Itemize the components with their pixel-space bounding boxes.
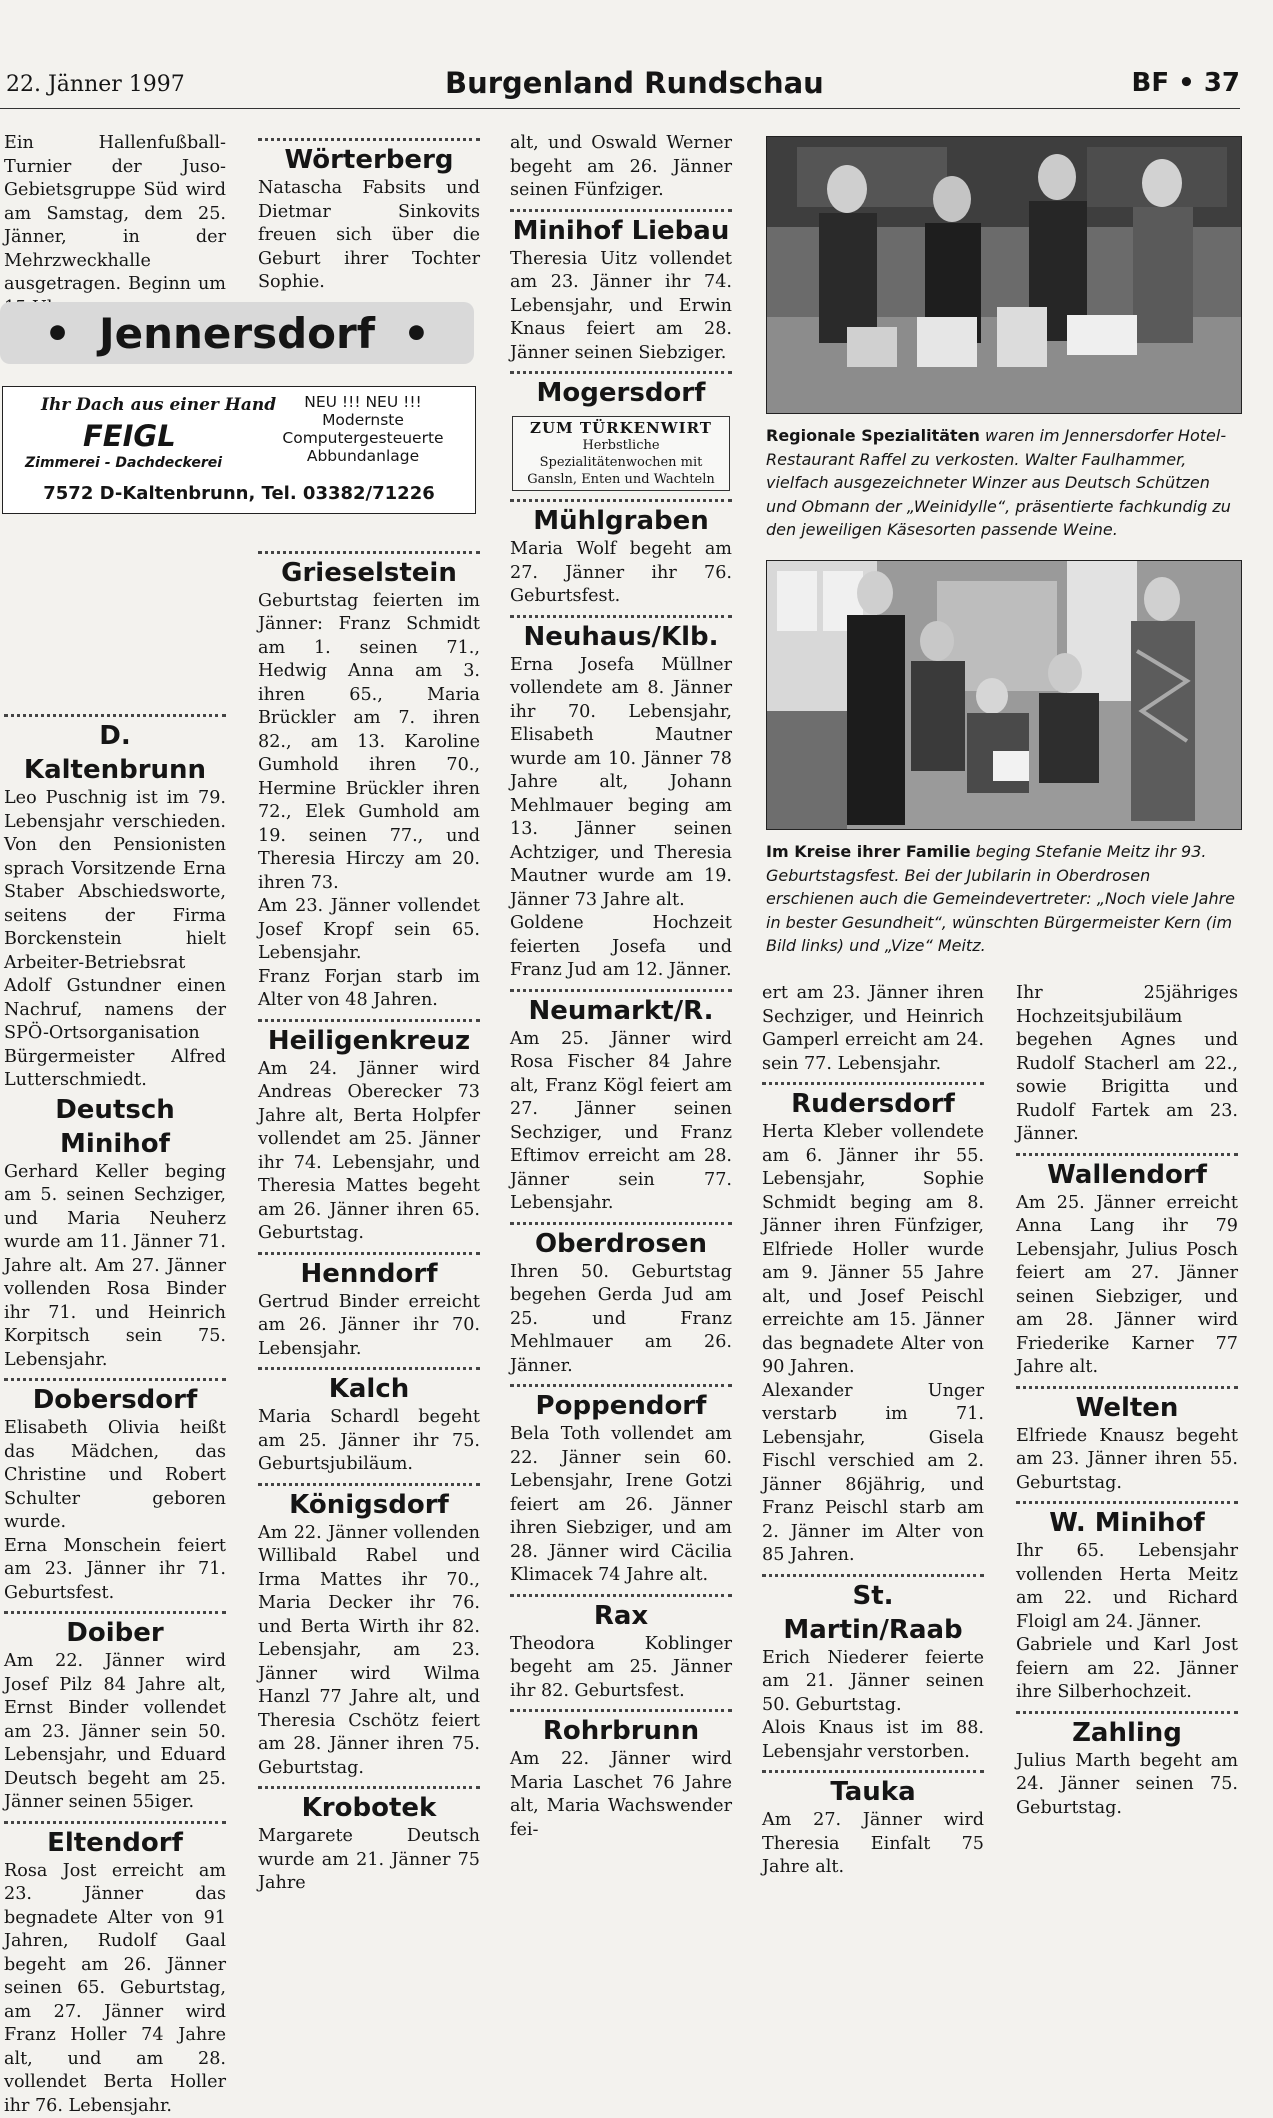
article-text: Am 22. Jänner vollenden Willibald Rabel und Irma Mattes ihr 70., Maria Decker ihr 76. und Berta Wirth ihr 82. Lebensjahr, am 23. Jänner wird Wilma Hanzl 77 Jahre alt, und Theresia Cschötz feiert am 28. Jänner ihren 75. Geburtstag. [258,1522,480,1781]
article-text: Am 23. Jänner vollendet Josef Kropf sein 65. Lebensjahr. [258,895,480,966]
section-divider [1016,1501,1238,1504]
section-divider [1016,1711,1238,1714]
section-title: D. Kaltenbrunn [4,719,226,787]
section-title: Deutsch Minihof [4,1093,226,1161]
section-divider [4,1821,226,1824]
section-divider [258,551,480,554]
caption-lead: Regionale Spezialitäten [766,426,980,445]
section-divider [762,1082,984,1085]
section-divider [510,615,732,618]
ad-info-line: Computergesteuerte [273,429,453,447]
section-divider [258,138,480,141]
article-text: Am 24. Jänner wird Andreas Oberecker 73 Jahre alt, Berta Holpfer vollendet am 25. Jänner ihr 74. Lebensjahr, und Theresia Mattes begeht am 26. Jänner ihren 65. Geburtstag. [258,1058,480,1246]
column-2 [258,132,480,1792]
article-text: Alexander Unger verstarb im 71. Lebensjahr, Gisela Fischl verschied am 2. Jänner 86jährig, und Franz Peischl starb am 2. Jänner im Alter von 85 Jahren. [762,1380,984,1568]
article-text: Erna Josefa Müllner vollendete am 8. Jänner ihr 70. Lebensjahr, Elisabeth Mautner wurde am 10. Jänner 78 Jahre alt, Johann Mehlmauer beging am 13. Jänner seinen Achtziger, und Theresia Mautner wurde am 19. Jänner 73 Jahre alt. [510,654,732,913]
column-5 [1016,982,1238,1792]
article-text: Leo Puschnig ist im 79. Lebensjahr verschieden. Von den Pensionisten sprach Vorsitzende Erna Staber Abschiedsworte, seitens der Firma Borckenstein hielt Arbeiter-Betriebsrat Adolf Gstundner einen Nachruf, namens der SPÖ-Ortsorganisation Bürgermeister Alfred Lutterschmiedt. [4,787,226,1093]
article-text: Goldene Hochzeit feierten Josefa und Franz Jud am 12. Jänner. [510,912,732,983]
section-title: Kalch [258,1372,480,1406]
section-title: Henndorf [258,1257,480,1291]
article-text: Erich Niederer feierte am 21. Jänner seinen 50. Geburtstag. [762,1647,984,1718]
section-title: Heiligenkreuz [258,1024,480,1058]
caption-text: beging Stefanie Meitz ihr 93. Geburtstagsfest. Bei der Jubilarin in Oberdrosen erschienen auch die Gemeindevertreter: „Noch viele Jahre in bester Gesundheit“, wünschten Bürgermeister Kern (im Bild links) und „Vize“ Meitz. [766,842,1235,955]
section-divider [510,989,732,992]
section-divider [258,1252,480,1255]
tuerkenwirt-text: Herbstliche Spezialitätenwochen mit Gansln, Enten und Wachteln [517,437,725,488]
column-3 [510,132,732,1792]
article-text: Geburtstag feierten im Jänner: Franz Schmidt am 1. seinen 71., Hedwig Anna am 3. ihren 65., Maria Brückler am 7. ihren 82., am 13. Karoline Gumhold ihren 70., Hermine Brückler ihren 72., Elek Gumhold am 19. seinen 77., und Theresia Hirczy am 20. ihren 73. [258,590,480,896]
section-divider [4,1611,226,1614]
article-text: Am 25. Jänner erreicht Anna Lang ihr 79 Lebensjahr, Julius Posch feiert am 27. Jänner seinen Siebziger, und am 28. Jänner wird Friederike Karner 77 Jahre alt. [1016,1192,1238,1380]
section-divider [510,1222,732,1225]
section-title: Rohrbrunn [510,1714,732,1748]
section-title: Oberdrosen [510,1227,732,1261]
section-title: Welten [1016,1391,1238,1425]
tuerkenwirt-name: ZUM TÜRKENWIRT [517,419,725,437]
ad-trade: Zimmerei - Dachdeckerei [25,455,222,471]
caption-lead: Im Kreise ihrer Familie [766,842,971,861]
photo-birthday-family [766,560,1242,830]
article-text: Ihr 65. Lebensjahr vollenden Herta Meitz am 22. und Richard Floigl am 24. Jänner. [1016,1540,1238,1634]
article-text: Gabriele und Karl Jost feiern am 22. Jänner ihre Silberhochzeit. [1016,1634,1238,1705]
section-title: Mühlgraben [510,504,732,538]
section-divider [258,1483,480,1486]
section-divider [1016,1386,1238,1389]
article-text: Julius Marth begeht am 24. Jänner seinen 75. Geburtstag. [1016,1750,1238,1821]
section-title: Rax [510,1599,732,1633]
article-text: Elisabeth Olivia heißt das Mädchen, das Christine und Robert Schulter geboren wurde. [4,1417,226,1535]
section-title: Rudersdorf [762,1087,984,1121]
article-text: ert am 23. Jänner ihren Sechziger, und Heinrich Gamperl erreicht am 24. sein 77. Lebensjahr. [762,982,984,1076]
section-title: Eltendorf [4,1826,226,1860]
section-title: W. Minihof [1016,1506,1238,1540]
section-divider [258,1019,480,1022]
article-text: Maria Wolf begeht am 27. Jänner ihr 76. Geburtsfest. [510,538,732,609]
caption-text: waren im Jennersdorfer Hotel-Restaurant Raffel zu verkosten. Walter Faulhammer, vielfach ausgezeichneter Winzer aus Deutsch Schützen und Obmann der „Weinidylle“, präsentierte fachkundig zu den jeweiligen Käsesorten passende Weine. [766,426,1231,539]
section-divider [4,714,226,717]
newspaper-title: Burgenland Rundschau [445,66,824,100]
ad-info-line: Abbundanlage [273,447,453,465]
section-title: Grieselstein [258,556,480,590]
section-divider [510,499,732,502]
section-divider [762,1574,984,1577]
article-text: Ihr 25jähriges Hochzeitsjubiläum begehen Agnes und Rudolf Stacherl am 22., sowie Brigitta und Rudolf Fartek am 23. Jänner. [1016,982,1238,1147]
ad-slogan: Ihr Dach aus einer Hand [41,395,276,415]
article-text: Herta Kleber vollendete am 6. Jänner ihr 55. Lebensjahr, Sophie Schmidt beging am 8. Jänner ihren Fünfziger, Elfriede Holler wurde am 9. Jänner 55 Jahre alt, und Josef Peischl erreichte am 15. Jänner das begnadete Alter von 90 Jahren. [762,1121,984,1380]
banner-bullet: • [44,309,71,358]
section-divider [510,209,732,212]
article-text: Alois Knaus ist im 88. Lebensjahr verstorben. [762,1717,984,1764]
section-divider [510,1384,732,1387]
ad-info-line: Modernste [273,411,453,429]
article-text: Elfriede Knausz begeht am 23. Jänner ihren 55. Geburtstag. [1016,1425,1238,1496]
photo1-caption [766,424,1240,542]
page-number: BF • 37 [1132,68,1240,98]
section-title: Mogersdorf [510,376,732,410]
article-text: Am 25. Jänner wird Rosa Fischer 84 Jahre alt, Franz Kögl feiert am 27. Jänner seinen Sechziger, und Franz Eftimov erreicht am 28. Jänner sein 77. Lebensjahr. [510,1028,732,1216]
section-title: Neumarkt/R. [510,994,732,1028]
article-text: alt, und Oswald Werner begeht am 26. Jänner seinen Fünfziger. [510,132,732,203]
column-4 [762,982,984,1792]
section-title: Zahling [1016,1716,1238,1750]
ad-info-line: NEU !!! NEU !!! [273,393,453,411]
article-text: Am 22. Jänner wird Josef Pilz 84 Jahre alt, Ernst Binder vollendet am 23. Jänner sein 50. Lebensjahr, und Eduard Deutsch begeht am 25. Jänner seinen 55iger. [4,1650,226,1815]
ad-company-name: FEIGL [83,419,176,453]
banner-bullet: • [403,309,430,358]
section-divider [1016,1153,1238,1156]
column-1 [4,132,226,1792]
article-text: Maria Schardl begeht am 25. Jänner ihr 75. Geburtsjubiläum. [258,1406,480,1477]
section-title: Wörterberg [258,143,480,177]
article-text: Rosa Jost erreicht am 23. Jänner das begnadete Alter von 91 Jahren, Rudolf Gaal begeht am 26. Jänner seinen 65. Geburtstag, am 27. Jänner wird Franz Holler 74 Jahre alt, und am 28. vollendet Berta Holler ihr 76. Lebensjahr. [4,1860,226,2118]
photo2-caption [766,840,1240,958]
article-text: Gertrud Binder erreicht am 26. Jänner ihr 70. Lebensjahr. [258,1291,480,1362]
section-divider [510,371,732,374]
section-divider [510,1594,732,1597]
section-title: Neuhaus/Klb. [510,620,732,654]
article-text: Theresia Uitz vollendet am 23. Jänner ihr 74. Lebensjahr, und Erwin Knaus feiert am 28. Jänner seinen Siebziger. [510,248,732,366]
section-divider [4,1378,226,1381]
article-text: Ein Hallenfußball-Turnier der Juso-Gebietsgruppe Süd wird am Samstag, dem 25. Jänner, in der Mehrzweckhalle ausgetragen. Beginn um [4,132,226,320]
article-text: Theodora Koblinger begeht am 25. Jänner ihr 82. Geburtsfest. [510,1633,732,1704]
section-divider [762,1770,984,1773]
section-divider [258,1786,480,1789]
tuerkenwirt-ad [512,416,730,491]
issue-date: 22. Jänner 1997 [6,72,185,97]
section-title: Minihof Liebau [510,214,732,248]
section-title: Dobersdorf [4,1383,226,1417]
section-divider [510,1709,732,1712]
section-title: Wallendorf [1016,1158,1238,1192]
page-header [0,62,1240,110]
header-rule [0,108,1240,109]
banner-town: Jennersdorf [99,309,375,358]
article-text: Erna Monschein feiert am 23. Jänner ihr 71. Geburtsfest. [4,1535,226,1606]
photo-wine-tasting [766,136,1242,414]
ad-contact: 7572 D-Kaltenbrunn, Tel. 03382/71226 [3,483,475,504]
article-text: Franz Forjan starb im Alter von 48 Jahren. [258,966,480,1013]
section-title: Tauka [762,1775,984,1809]
section-title: Krobotek [258,1791,480,1825]
article-text: Am 22. Jänner wird Maria Laschet 76 Jahre alt, Maria Wachswender fei- [510,1748,732,1842]
article-text: Bela Toth vollendet am 22. Jänner sein 60. Lebensjahr, Irene Gotzi feiert am 26. Jänner ihren Siebziger, und am 28. Jänner wird Cäcilia Klimacek 74 Jahre alt. [510,1423,732,1588]
section-title: Poppendorf [510,1389,732,1423]
article-text: Ihren 50. Geburtstag begehen Gerda Jud am 25. und Franz Mehlmauer am 26. Jänner. [510,1261,732,1379]
section-title: St. Martin/Raab [762,1579,984,1647]
section-title: Doiber [4,1616,226,1650]
article-text: Natascha Fabsits und Dietmar Sinkovits freuen sich über die Geburt ihrer Tochter Sophie. [258,177,480,295]
article-text: Margarete Deutsch wurde am 21. Jänner 75 Jahre [258,1825,480,1896]
section-title: Königsdorf [258,1488,480,1522]
article-text: Gerhard Keller beging am 5. seinen Sechziger, und Maria Neuherz wurde am 11. Jänner 71. Jahre alt. Am 27. Jänner vollenden Rosa Binder ihr 71. und Heinrich Korpitsch sein 75. Lebensjahr. [4,1161,226,1373]
section-divider [258,1367,480,1370]
article-text: Am 27. Jänner wird Theresia Einfalt 75 Jahre alt. [762,1809,984,1880]
